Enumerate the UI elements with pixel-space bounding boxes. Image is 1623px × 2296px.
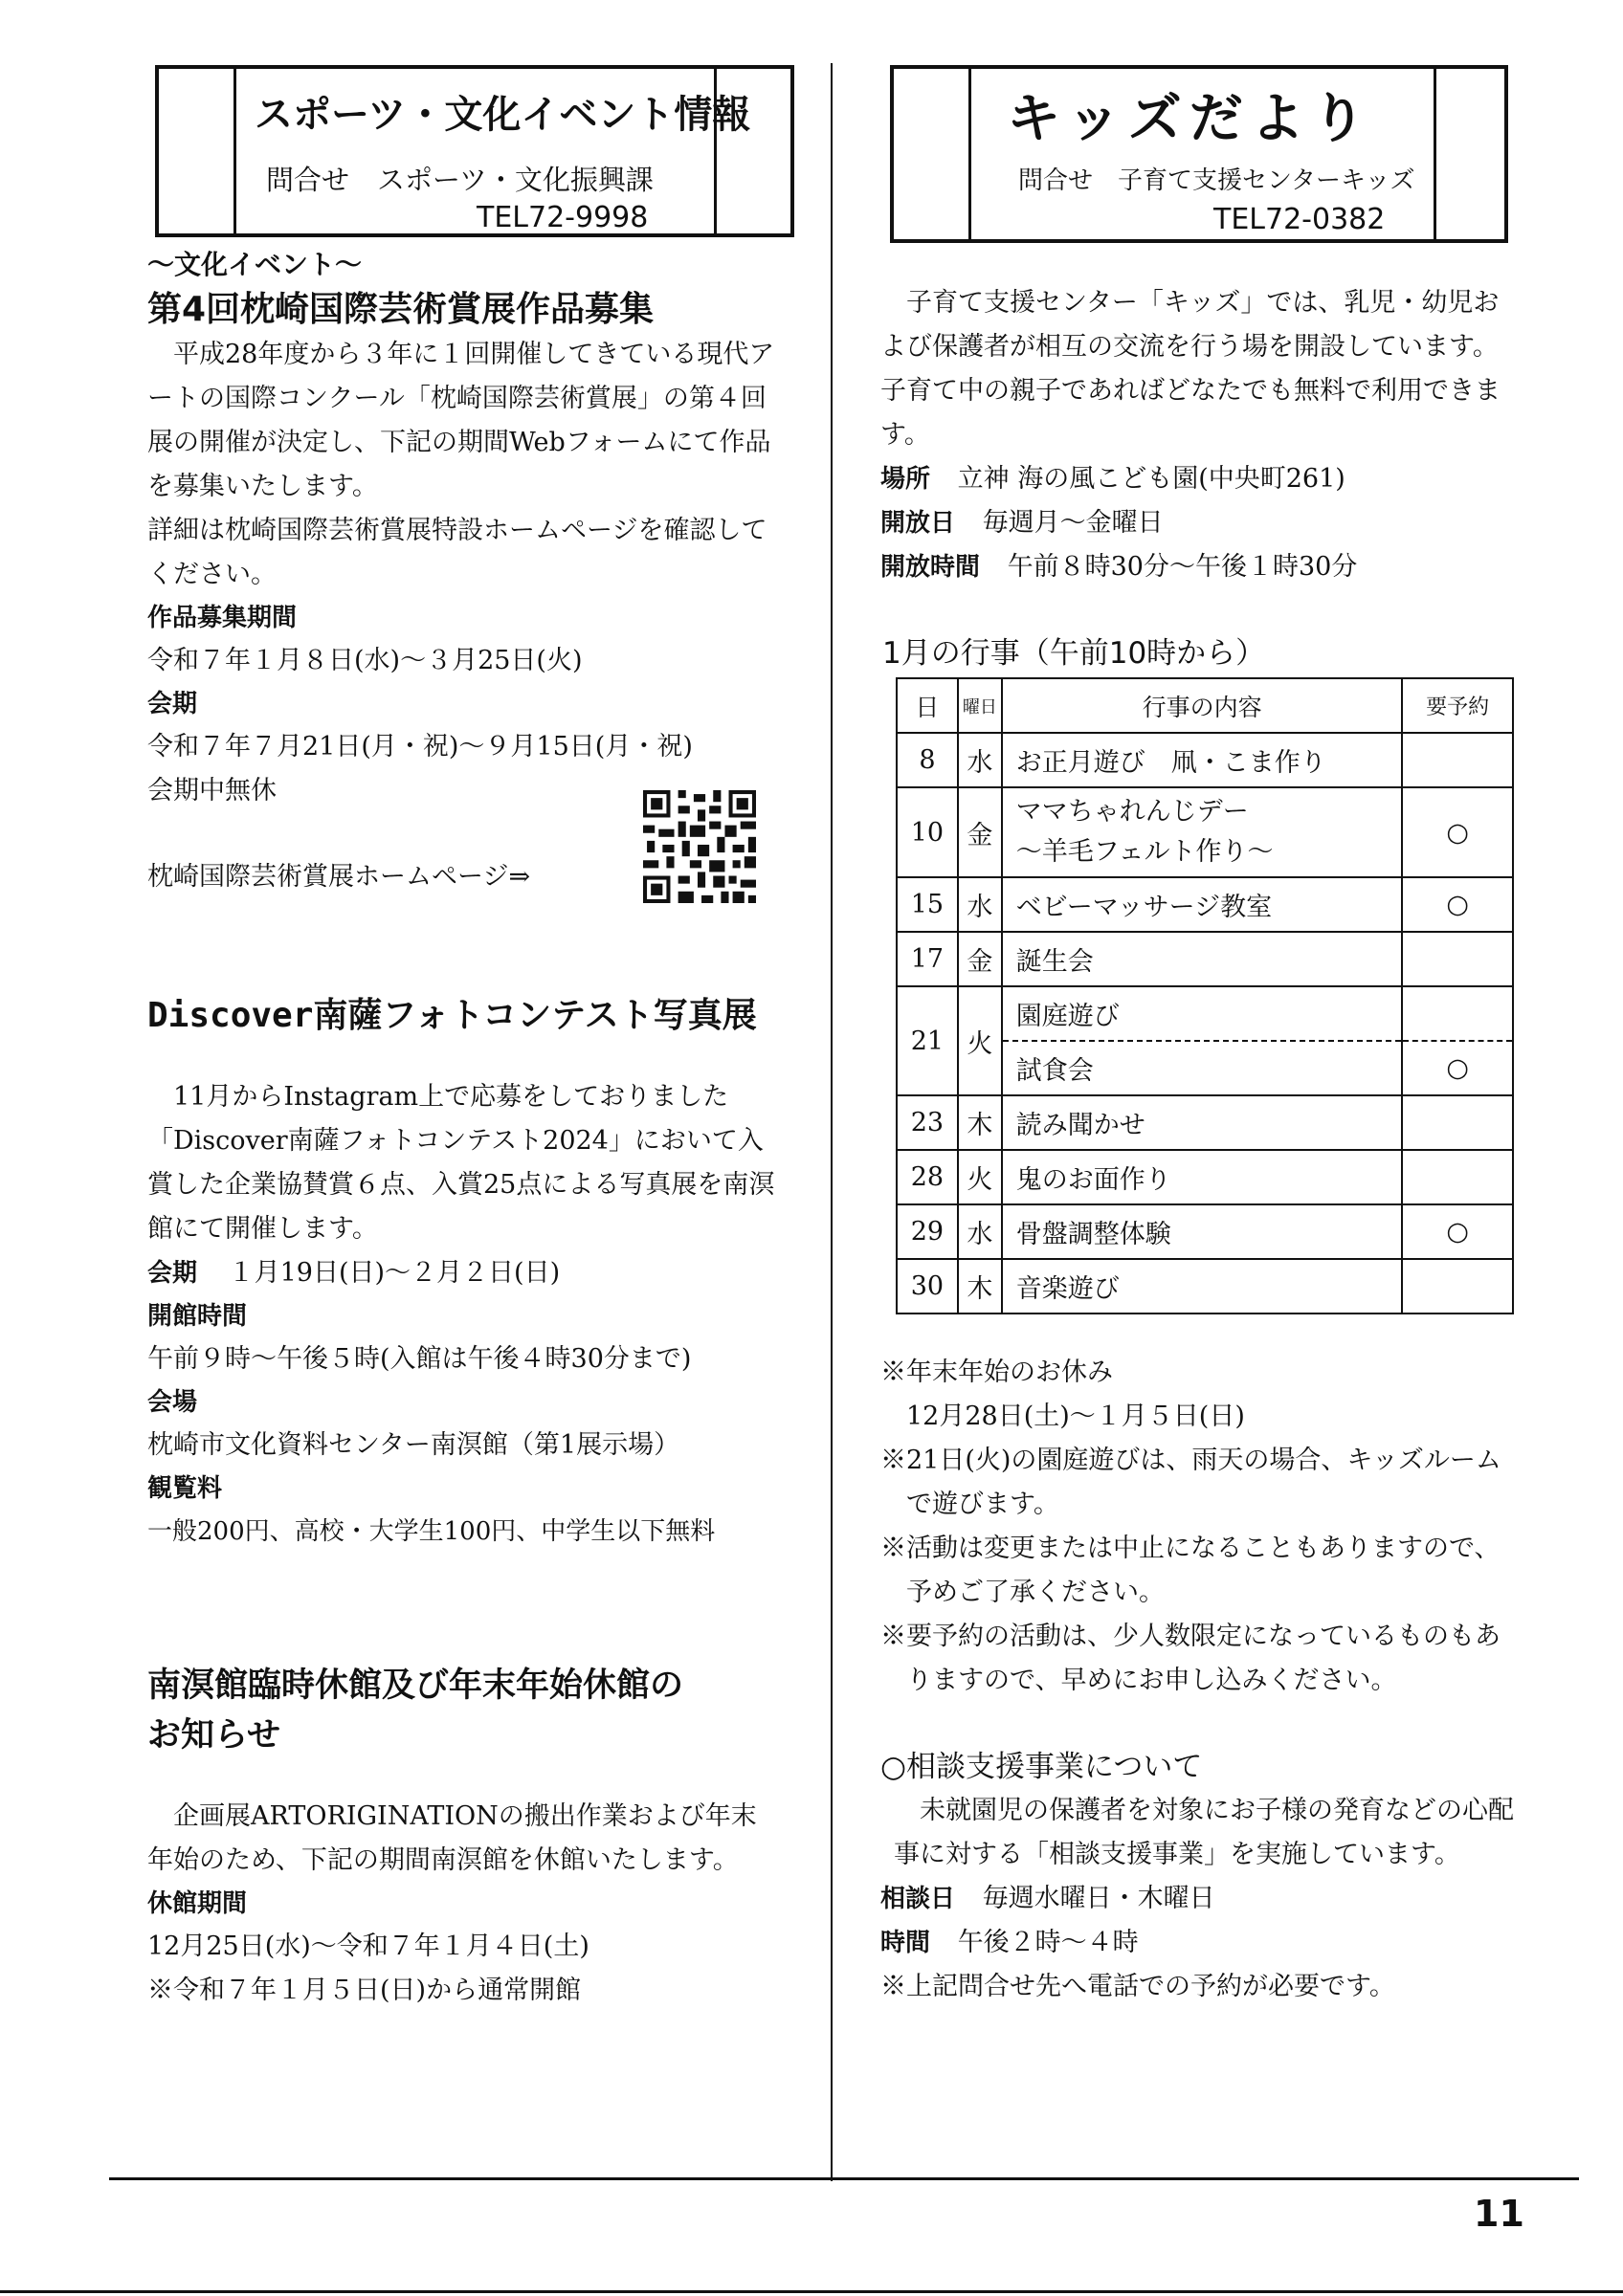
row-reserve xyxy=(1402,932,1513,986)
row-day: 23 xyxy=(897,1095,958,1150)
row-event: お正月遊び 凧・こま作り xyxy=(1002,733,1403,787)
table-row xyxy=(897,1204,1513,1259)
art-contest-title: 第4回枕崎国際芸術賞展作品募集 xyxy=(147,290,655,329)
row-reserve xyxy=(1402,733,1513,787)
bottom-edge-rule xyxy=(0,2290,1623,2293)
note-rain: ※21日(火)の園庭遊びは、雨天の場合、キッズルームで遊びます。 xyxy=(880,1446,1501,1519)
table-row xyxy=(897,1095,1513,1150)
left-header-title: スポーツ・文化イベント情報 xyxy=(255,93,751,137)
row-reserve: ○ xyxy=(1402,787,1513,877)
row-event: ベビーマッサージ教室 xyxy=(1002,877,1403,932)
row-event: 園庭遊び xyxy=(1002,986,1403,1041)
right-header-contact: 問合せ 子育て支援センターキッズ xyxy=(1018,166,1415,195)
row-weekday: 木 xyxy=(958,1259,1002,1314)
closure-title-line2: お知らせ xyxy=(147,1716,280,1755)
row-event-line1: ママちゃれんじデー xyxy=(1015,797,1249,827)
art-category: ～文化イベント～ xyxy=(147,249,363,280)
photo-session-label: 会期 xyxy=(147,1259,198,1288)
photo-fee: 一般200円、高校・大学生100円、中学生以下無料 xyxy=(147,1517,716,1546)
right-header-box xyxy=(890,65,1508,243)
consult-days: 毎週水曜日・木曜日 xyxy=(982,1884,1215,1913)
row-day: 21 xyxy=(897,986,958,1095)
table-header-row xyxy=(897,678,1513,733)
row-event: 誕生会 xyxy=(1002,932,1403,986)
row-event: 骨盤調整体験 xyxy=(1002,1204,1403,1259)
row-day: 29 xyxy=(897,1204,958,1259)
row-weekday: 水 xyxy=(958,1204,1002,1259)
row-weekday: 金 xyxy=(958,787,1002,877)
row-event: 音楽遊び xyxy=(1002,1259,1403,1314)
kids-days-row xyxy=(880,501,1516,545)
consult-title: ○相談支援事業について xyxy=(880,1750,1203,1784)
art-session-note: 会期中無休 xyxy=(147,776,277,806)
kids-place-row xyxy=(880,457,1516,501)
table-row xyxy=(897,932,1513,986)
header-day: 日 xyxy=(897,678,958,733)
row-reserve xyxy=(1402,1259,1513,1314)
table-row xyxy=(897,1259,1513,1314)
row-day: 17 xyxy=(897,932,958,986)
right-header-title: キッズだより xyxy=(1007,88,1373,150)
left-header-contact: 問合せ スポーツ・文化振興課 xyxy=(266,164,654,196)
closure-note: ※令和７年１月５日(日)から通常開館 xyxy=(147,1976,582,2005)
art-session-label: 会期 xyxy=(147,690,198,718)
column-divider xyxy=(831,63,833,2181)
art-contest-detail: 詳細は枕崎国際芸術賞展特設ホームページを確認してください。 xyxy=(147,516,767,589)
header-event: 行事の内容 xyxy=(1002,678,1403,733)
consult-days-label: 相談日 xyxy=(880,1885,956,1913)
note-change: ※活動は変更または中止になることもありますので、予めご了承ください。 xyxy=(880,1534,1501,1607)
left-header-box xyxy=(155,65,794,237)
row-event xyxy=(1002,787,1403,877)
kids-place: 立神 海の風こども園(中央町261) xyxy=(957,464,1345,494)
table-row xyxy=(897,1150,1513,1204)
photo-venue-label: 会場 xyxy=(147,1388,198,1417)
schedule-table xyxy=(896,677,1514,1314)
kids-place-label: 場所 xyxy=(880,465,931,494)
closure-title-line1: 南溟館臨時休館及び年末年始休館の xyxy=(147,1667,684,1705)
kids-intro-section xyxy=(880,281,1516,589)
row-weekday: 火 xyxy=(958,1150,1002,1204)
left-header-tel: TEL72-9998 xyxy=(477,201,649,234)
consult-time-row xyxy=(880,1921,1516,1965)
consult-time-label: 時間 xyxy=(880,1929,931,1957)
art-period-label: 作品募集期間 xyxy=(147,604,298,632)
header-weekday: 曜日 xyxy=(958,678,1002,733)
row-event: 読み聞かせ xyxy=(1002,1095,1403,1150)
page-number: 11 xyxy=(1474,2193,1524,2235)
table-row xyxy=(897,787,1513,877)
row-event-line2: ～羊毛フェルト作り～ xyxy=(1015,837,1274,867)
closure-period: 12月25日(水)～令和７年１月４日(土) xyxy=(147,1932,589,1961)
photo-hours: 午前９時～午後５時(入館は午後４時30分まで) xyxy=(147,1344,692,1374)
kids-days: 毎週月～金曜日 xyxy=(982,508,1164,538)
photo-fee-label: 観覧料 xyxy=(147,1474,223,1503)
closure-period-label: 休館期間 xyxy=(147,1889,248,1918)
note-holiday-dates: 12月28日(土)～１月５日(日) xyxy=(906,1402,1245,1431)
art-contest-body: 平成28年度から３年に１回開催してきている現代アートの国際コンクール「枕崎国際芸術賞展」の第４回展の開催が決定し、下記の期間Webフォームにて作品を募集いたします。 xyxy=(147,340,775,501)
table-row xyxy=(897,877,1513,932)
qr-code-icon[interactable] xyxy=(643,790,756,903)
row-day: 10 xyxy=(897,787,958,877)
closure-section xyxy=(147,1661,779,2013)
consult-days-row xyxy=(880,1877,1516,1921)
row-reserve xyxy=(1402,986,1513,1041)
photo-contest-section xyxy=(147,993,779,1554)
right-header-tel: TEL72-0382 xyxy=(1213,203,1386,236)
row-weekday: 木 xyxy=(958,1095,1002,1150)
photo-contest-body: 11月からInstagram上で応募をしておりました「Discover南薩フォトコンテスト2024」において入賞した企業協賛賞６点、入賞25点による写真展を南溟館にて開催します。 xyxy=(147,1082,775,1244)
kids-hours-row xyxy=(880,545,1516,589)
row-reserve: ○ xyxy=(1402,1041,1513,1095)
consult-body: 未就園児の保護者を対象にお子様の発育などの心配事に対する「相談支援事業」を実施しています。 xyxy=(894,1796,1514,1869)
consult-section xyxy=(880,1745,1516,2009)
table-row xyxy=(897,733,1513,787)
row-event: 試食会 xyxy=(1002,1041,1403,1095)
row-weekday: 水 xyxy=(958,877,1002,932)
table-row xyxy=(897,986,1513,1041)
art-homepage-link[interactable]: 枕崎国際芸術賞展ホームページ⇒ xyxy=(147,862,531,892)
row-day: 15 xyxy=(897,877,958,932)
row-day: 30 xyxy=(897,1259,958,1314)
kids-hours-label: 開放時間 xyxy=(880,553,981,582)
kids-intro: 子育て支援センター「キッズ」では、乳児・幼児および保護者が相互の交流を行う場を開設しています。子育て中の親子であればどなたでも無料で利用できます。 xyxy=(880,288,1501,450)
consult-time: 午後２時～４時 xyxy=(957,1928,1139,1957)
note-reservation: ※要予約の活動は、少人数限定になっているものもありますので、早めにお申し込みください。 xyxy=(880,1622,1501,1695)
row-day: 8 xyxy=(897,733,958,787)
header-reserve: 要予約 xyxy=(1402,678,1513,733)
photo-session: １月19日(日)～２月２日(日) xyxy=(228,1258,561,1288)
row-reserve: ○ xyxy=(1402,1204,1513,1259)
photo-session-row xyxy=(147,1251,779,1295)
photo-contest-title: Discover南薩フォトコンテスト写真展 xyxy=(147,996,757,1035)
row-event: 鬼のお面作り xyxy=(1002,1150,1403,1204)
note-holiday: ※年末年始のお休み xyxy=(880,1358,1113,1387)
row-weekday: 水 xyxy=(958,733,1002,787)
art-period: 令和７年１月８日(水)～３月25日(火) xyxy=(147,646,583,675)
row-reserve xyxy=(1402,1095,1513,1150)
row-weekday: 金 xyxy=(958,932,1002,986)
kids-days-label: 開放日 xyxy=(880,509,956,538)
footer-rule xyxy=(109,2177,1579,2180)
row-reserve xyxy=(1402,1150,1513,1204)
photo-venue: 枕崎市文化資料センター南溟館（第1展示場） xyxy=(147,1430,680,1460)
row-weekday: 火 xyxy=(958,986,1002,1095)
kids-hours: 午前８時30分～午後１時30分 xyxy=(1007,552,1358,582)
schedule-title: 1月の行事（午前10時から） xyxy=(882,636,1266,671)
consult-note: ※上記問合せ先へ電話での予約が必要です。 xyxy=(880,1972,1395,2001)
kids-notes xyxy=(880,1351,1516,1703)
closure-body: 企画展ARTORIGINATIONの搬出作業および年末年始のため、下記の期間南溟館を休館いたします。 xyxy=(147,1801,757,1875)
row-day: 28 xyxy=(897,1150,958,1204)
row-reserve: ○ xyxy=(1402,877,1513,932)
art-session: 令和７年７月21日(月・祝)～９月15日(月・祝) xyxy=(147,732,693,762)
photo-hours-label: 開館時間 xyxy=(147,1302,248,1331)
